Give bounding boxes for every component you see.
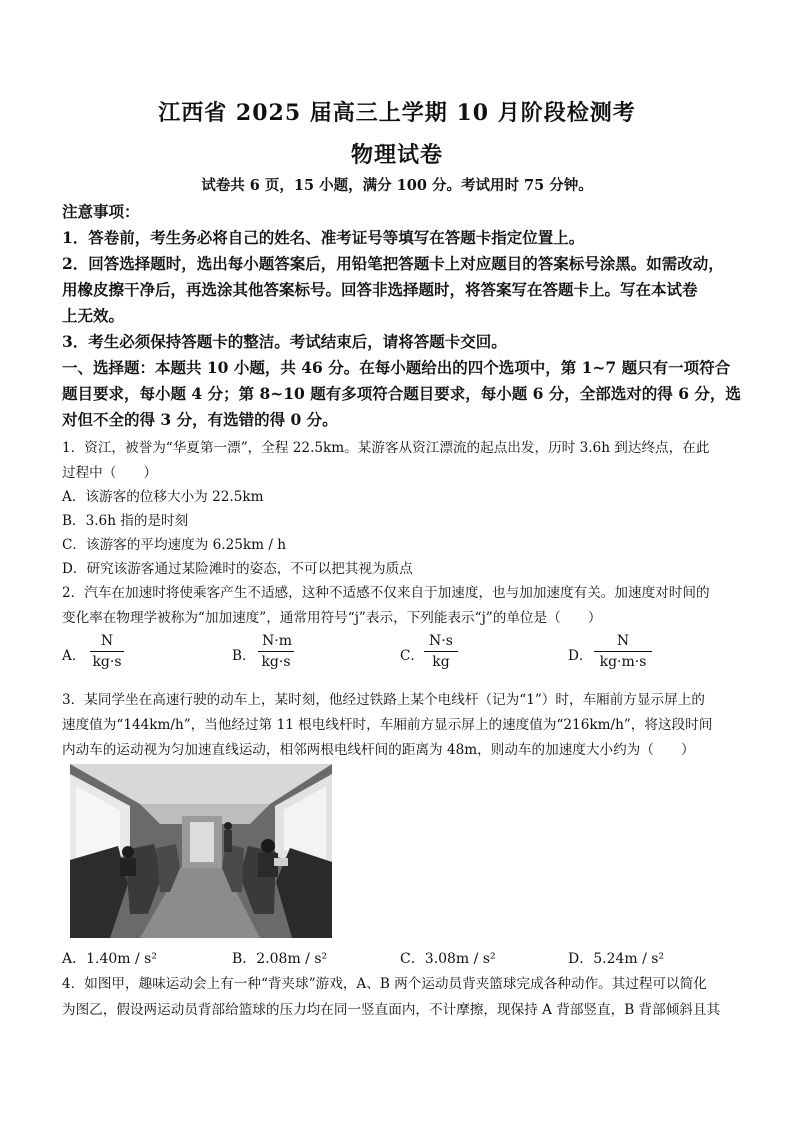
fraction-bar [424, 651, 458, 652]
notice-line: 上无效。 [62, 306, 125, 325]
exam-subject: 物理试卷 [350, 142, 443, 168]
section-instruction: 一、选择题：本题共 10 小题，共 46 分。在每小题给出的四个选项中，第 1~7 题只有一项符合 [62, 358, 731, 377]
notice-line: 2．回答选择题时，选出每小题答案后，用铅笔把答题卡上对应题目的答案标号涂黑。如需改动， [62, 254, 724, 273]
question-1-stem: 过程中（ ） [62, 465, 158, 481]
question-3-stem: 3．某同学坐在高速行驶的动车上，某时刻，他经过铁路上某个电线杆（记为“1”）时，车厢前方显示屏上的 [62, 692, 705, 708]
notice-line: 1．答卷前，考生务必将自己的姓名、准考证号等填写在答题卡指定位置上。 [62, 228, 585, 247]
option-label: B． [232, 648, 256, 664]
question-3-stem: 内动车的运动视为匀加速直线运动，相邻两根电线杆间的距离为 48m，则动车的加速度大小约为（ ） [62, 742, 695, 758]
question-3-option-b: B．2.08m / s² [232, 951, 328, 967]
question-1-option-d: D．研究该游客通过某险滩时的姿态，不可以把其视为质点 [62, 561, 413, 577]
fraction-denominator: kg·s [92, 654, 122, 670]
fraction-numerator: N [616, 633, 630, 649]
unit-fraction [258, 632, 294, 671]
notice-line: 3．考生必须保持答题卡的整洁。考试结束后，请将答题卡交回。 [62, 332, 507, 351]
option-label: D． [568, 648, 593, 664]
unit-fraction [424, 632, 458, 671]
train-interior-photo [70, 764, 332, 938]
section-instruction: 对但不全的得 3 分，有选错的得 0 分。 [62, 410, 338, 429]
question-1-option-a: A．该游客的位移大小为 22.5km [62, 489, 264, 505]
fraction-numerator: N·m [262, 633, 292, 649]
fraction-denominator: kg·m·s [599, 654, 647, 670]
fraction-numerator: N·s [429, 633, 453, 649]
question-3-option-c: C．3.08m / s² [400, 951, 496, 967]
section-instruction: 题目要求，每小题 4 分；第 8~10 题有多项符合题目要求，每小题 6 分，全部选对的得 6 分，选 [62, 384, 741, 403]
question-1-option-c: C．该游客的平均速度为 6.25km / h [62, 537, 287, 553]
question-3-stem: 速度值为“144km/h”，当他经过第 11 根电线杆时，车厢前方显示屏上的速度值为“216km/h”，将这段时间 [62, 717, 713, 733]
exam-info: 试卷共 6 页，15 小题，满分 100 分。考试用时 75 分钟。 [201, 177, 593, 194]
fraction-bar [594, 651, 652, 652]
exam-title: 江西省 2025 届高三上学期 10 月阶段检测考 [158, 100, 636, 126]
option-label: A． [62, 648, 86, 664]
notice-heading: 注意事项： [62, 202, 140, 221]
fraction-denominator: kg·s [261, 654, 291, 670]
question-2-stem: 2．汽车在加速时将使乘客产生不适感，这种不适感不仅来自于加速度，也与加加速度有关。加速度对时间的 [62, 585, 710, 601]
unit-fraction [90, 632, 124, 671]
unit-fraction [594, 632, 652, 671]
option-label: C． [400, 648, 424, 664]
fraction-denominator: kg [432, 654, 450, 670]
question-1-stem: 1．资江，被誉为“华夏第一漂”，全程 22.5km。某游客从资江漂流的起点出发，历时 3.6h 到达终点，在此 [62, 440, 710, 456]
train-interior-illustration [70, 764, 332, 938]
fraction-numerator: N [100, 633, 114, 649]
question-2-stem: 变化率在物理学被称为“加加速度”，通常用符号“j”表示，下列能表示“j”的单位是（ ） [62, 610, 602, 626]
question-1-option-b: B．3.6h 指的是时刻 [62, 513, 189, 529]
fraction-bar [90, 651, 124, 652]
question-4-stem: 4．如图甲，趣味运动会上有一种“背夹球”游戏，A、B 两个运动员背夹篮球完成各种动作。其过程可以简化 [62, 976, 707, 992]
notice-line: 用橡皮擦干净后，再选涂其他答案标号。回答非选择题时，将答案写在答题卡上。写在本试卷 [62, 280, 698, 299]
question-3-option-a: A．1.40m / s² [62, 951, 157, 967]
question-3-option-d: D．5.24m / s² [568, 951, 665, 967]
question-4-stem: 为图乙，假设两运动员背部给篮球的压力均在同一竖直面内，不计摩擦，现保持 A 背部竖直，B 背部倾斜且其 [62, 1002, 721, 1018]
fraction-bar [258, 651, 294, 652]
